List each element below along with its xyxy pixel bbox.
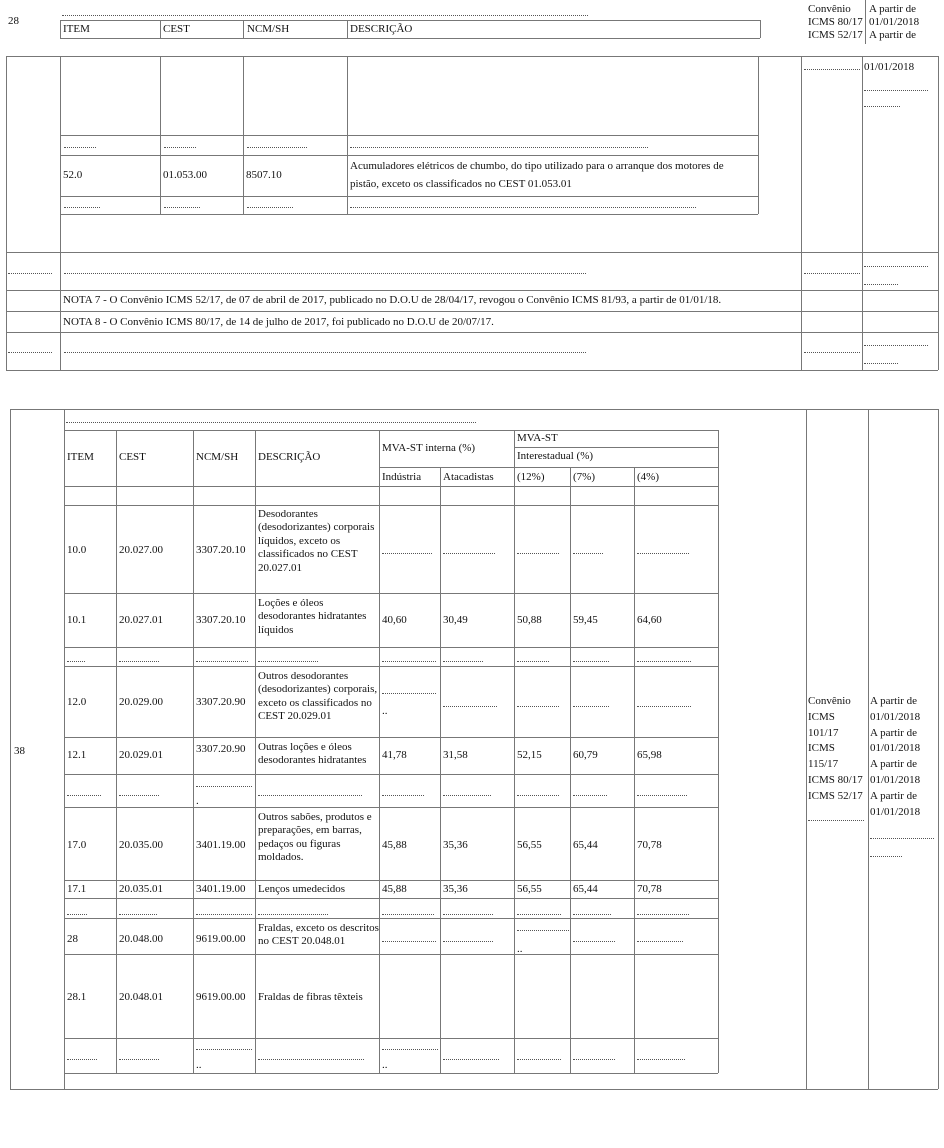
row-cest: 01.053.00	[163, 169, 207, 181]
row-desc: Outros desodorantes (desodorizantes) corporais, exceto os classificados no CEST 20.029.01	[258, 670, 378, 723]
row-p4: 70,78	[637, 839, 662, 851]
s2-header-mva-st: MVA-ST	[517, 432, 558, 444]
row-ncm: 3307.20.10	[196, 544, 246, 556]
s2-header-ncm: NCM/SH	[196, 451, 239, 463]
row-item: 10.0	[67, 544, 87, 556]
row-industria: 45,88	[382, 839, 407, 851]
row-p12: 56,55	[517, 839, 542, 851]
s2-header-p12: (12%)	[517, 471, 545, 483]
header-ncm: NCM/SH	[247, 23, 290, 35]
row-desc: Fraldas, exceto os descritos no CEST 20.048.01	[258, 922, 379, 948]
row-desc: Loções e óleos desodorantes hidratantes líquidos	[258, 597, 367, 636]
convenio-line-1: Convênio	[808, 3, 851, 15]
header-descricao: DESCRIÇÃO	[350, 23, 413, 35]
row-industria: 45,88	[382, 883, 407, 895]
row-ncm: 9619.00.00	[196, 991, 246, 1003]
row-item: 17.1	[67, 883, 87, 895]
row-item: 12.1	[67, 749, 87, 761]
row-item: 10.1	[67, 614, 87, 626]
header-item: ITEM	[63, 23, 90, 35]
convenio-column: Convênio ICMS 101/17 ICMS 115/17 ICMS 80/17 ICMS 52/17	[808, 695, 863, 802]
row-ncm: 9619.00.00	[196, 933, 246, 945]
s2-header-p7: (7%)	[573, 471, 595, 483]
row-cest: 20.035.00	[119, 839, 163, 851]
row-atacadistas: 31,58	[443, 749, 468, 761]
row-atacadistas: 35,36	[443, 839, 468, 851]
row-desc: Fraldas de fibras têxteis	[258, 991, 363, 1003]
s2-header-mva-interna: MVA-ST interna (%)	[382, 442, 476, 454]
row-item: 28	[67, 933, 78, 945]
row-desc: Outros sabões, produtos e preparações, em barras, pedaços ou figuras moldados.	[258, 811, 372, 864]
vigencia-cont: 01/01/2018	[864, 61, 915, 73]
convenio-line-3: ICMS 52/17	[808, 29, 863, 41]
row-p4: 64,60	[637, 614, 662, 626]
s2-header-atacadistas: Atacadistas	[443, 471, 494, 483]
row-p7: 60,79	[573, 749, 598, 761]
row-desc: Desodorantes (desodorizantes) corporais líquidos, exceto os classificados no CEST 20.027.01	[258, 508, 375, 574]
item-number-38: 38	[14, 745, 25, 757]
row-atacadistas: 35,36	[443, 883, 468, 895]
row-cest: 20.027.00	[119, 544, 163, 556]
nota-7: NOTA 7 - O Convênio ICMS 52/17, de 07 de abril de 2017, publicado no D.O.U de 28/04/17, revogou o Convênio ICMS 81/93, a partir de 01/01/18.	[63, 294, 722, 306]
row-cest: 20.048.01	[119, 991, 163, 1003]
row-p7: 65,44	[573, 839, 598, 851]
s2-header-item: ITEM	[67, 451, 94, 463]
vigencia-column: A partir de 01/01/2018 A partir de 01/01/2018 A partir de 01/01/2018 A partir de 01/01/2018	[870, 695, 921, 818]
row-item: 52.0	[63, 169, 83, 181]
row-descricao-line-1: Acumuladores elétricos de chumbo, do tipo utilizado para o arranque dos motores de	[350, 160, 724, 172]
item-number-28: 28	[8, 15, 19, 27]
row-cest: 20.027.01	[119, 614, 163, 626]
row-cest: 20.048.00	[119, 933, 163, 945]
row-cest: 20.029.01	[119, 749, 163, 761]
row-ncm: 3307.20.10	[196, 614, 246, 626]
s2-header-industria: Indústria	[382, 471, 422, 483]
row-p7: 65,44	[573, 883, 598, 895]
row-p12: 50,88	[517, 614, 542, 626]
vigencia-line-1: A partir de	[869, 3, 917, 15]
row-ncm: 3307.20.90	[196, 743, 246, 755]
row-item: 12.0	[67, 696, 87, 708]
row-cest: 20.029.00	[119, 696, 163, 708]
row-ncm: 3401.19.00	[196, 883, 246, 895]
row-desc: Outras loções e óleos desodorantes hidratantes	[258, 741, 367, 767]
vigencia-line-2: 01/01/2018	[869, 16, 920, 28]
row-cest: 20.035.01	[119, 883, 163, 895]
convenio-line-2: ICMS 80/17	[808, 16, 863, 28]
s2-header-p4: (4%)	[637, 471, 659, 483]
header-cest: CEST	[163, 23, 190, 35]
row-p12: 56,55	[517, 883, 542, 895]
row-ncm: 8507.10	[246, 169, 282, 181]
row-industria: 41,78	[382, 749, 407, 761]
s2-header-interestadual: Interestadual (%)	[517, 450, 594, 462]
row-industria: 40,60	[382, 614, 407, 626]
row-p7: 59,45	[573, 614, 598, 626]
row-p4: 70,78	[637, 883, 662, 895]
row-item: 28.1	[67, 991, 87, 1003]
row-p4: 65,98	[637, 749, 662, 761]
row-atacadistas: 30,49	[443, 614, 468, 626]
s2-header-cest: CEST	[119, 451, 146, 463]
row-p12: 52,15	[517, 749, 542, 761]
row-item: 17.0	[67, 839, 87, 851]
s2-header-descricao: DESCRIÇÃO	[258, 451, 321, 463]
row-desc: Lenços umedecidos	[258, 883, 346, 895]
nota-8: NOTA 8 - O Convênio ICMS 80/17, de 14 de julho de 2017, foi publicado no D.O.U de 20/07/17.	[63, 316, 494, 328]
row-descricao-line-2: pistão, exceto os classificados no CEST 01.053.01	[350, 178, 572, 190]
vigencia-line-3: A partir de	[869, 29, 917, 41]
row-ncm: 3307.20.90	[196, 696, 246, 708]
row-ncm: 3401.19.00	[196, 839, 246, 851]
